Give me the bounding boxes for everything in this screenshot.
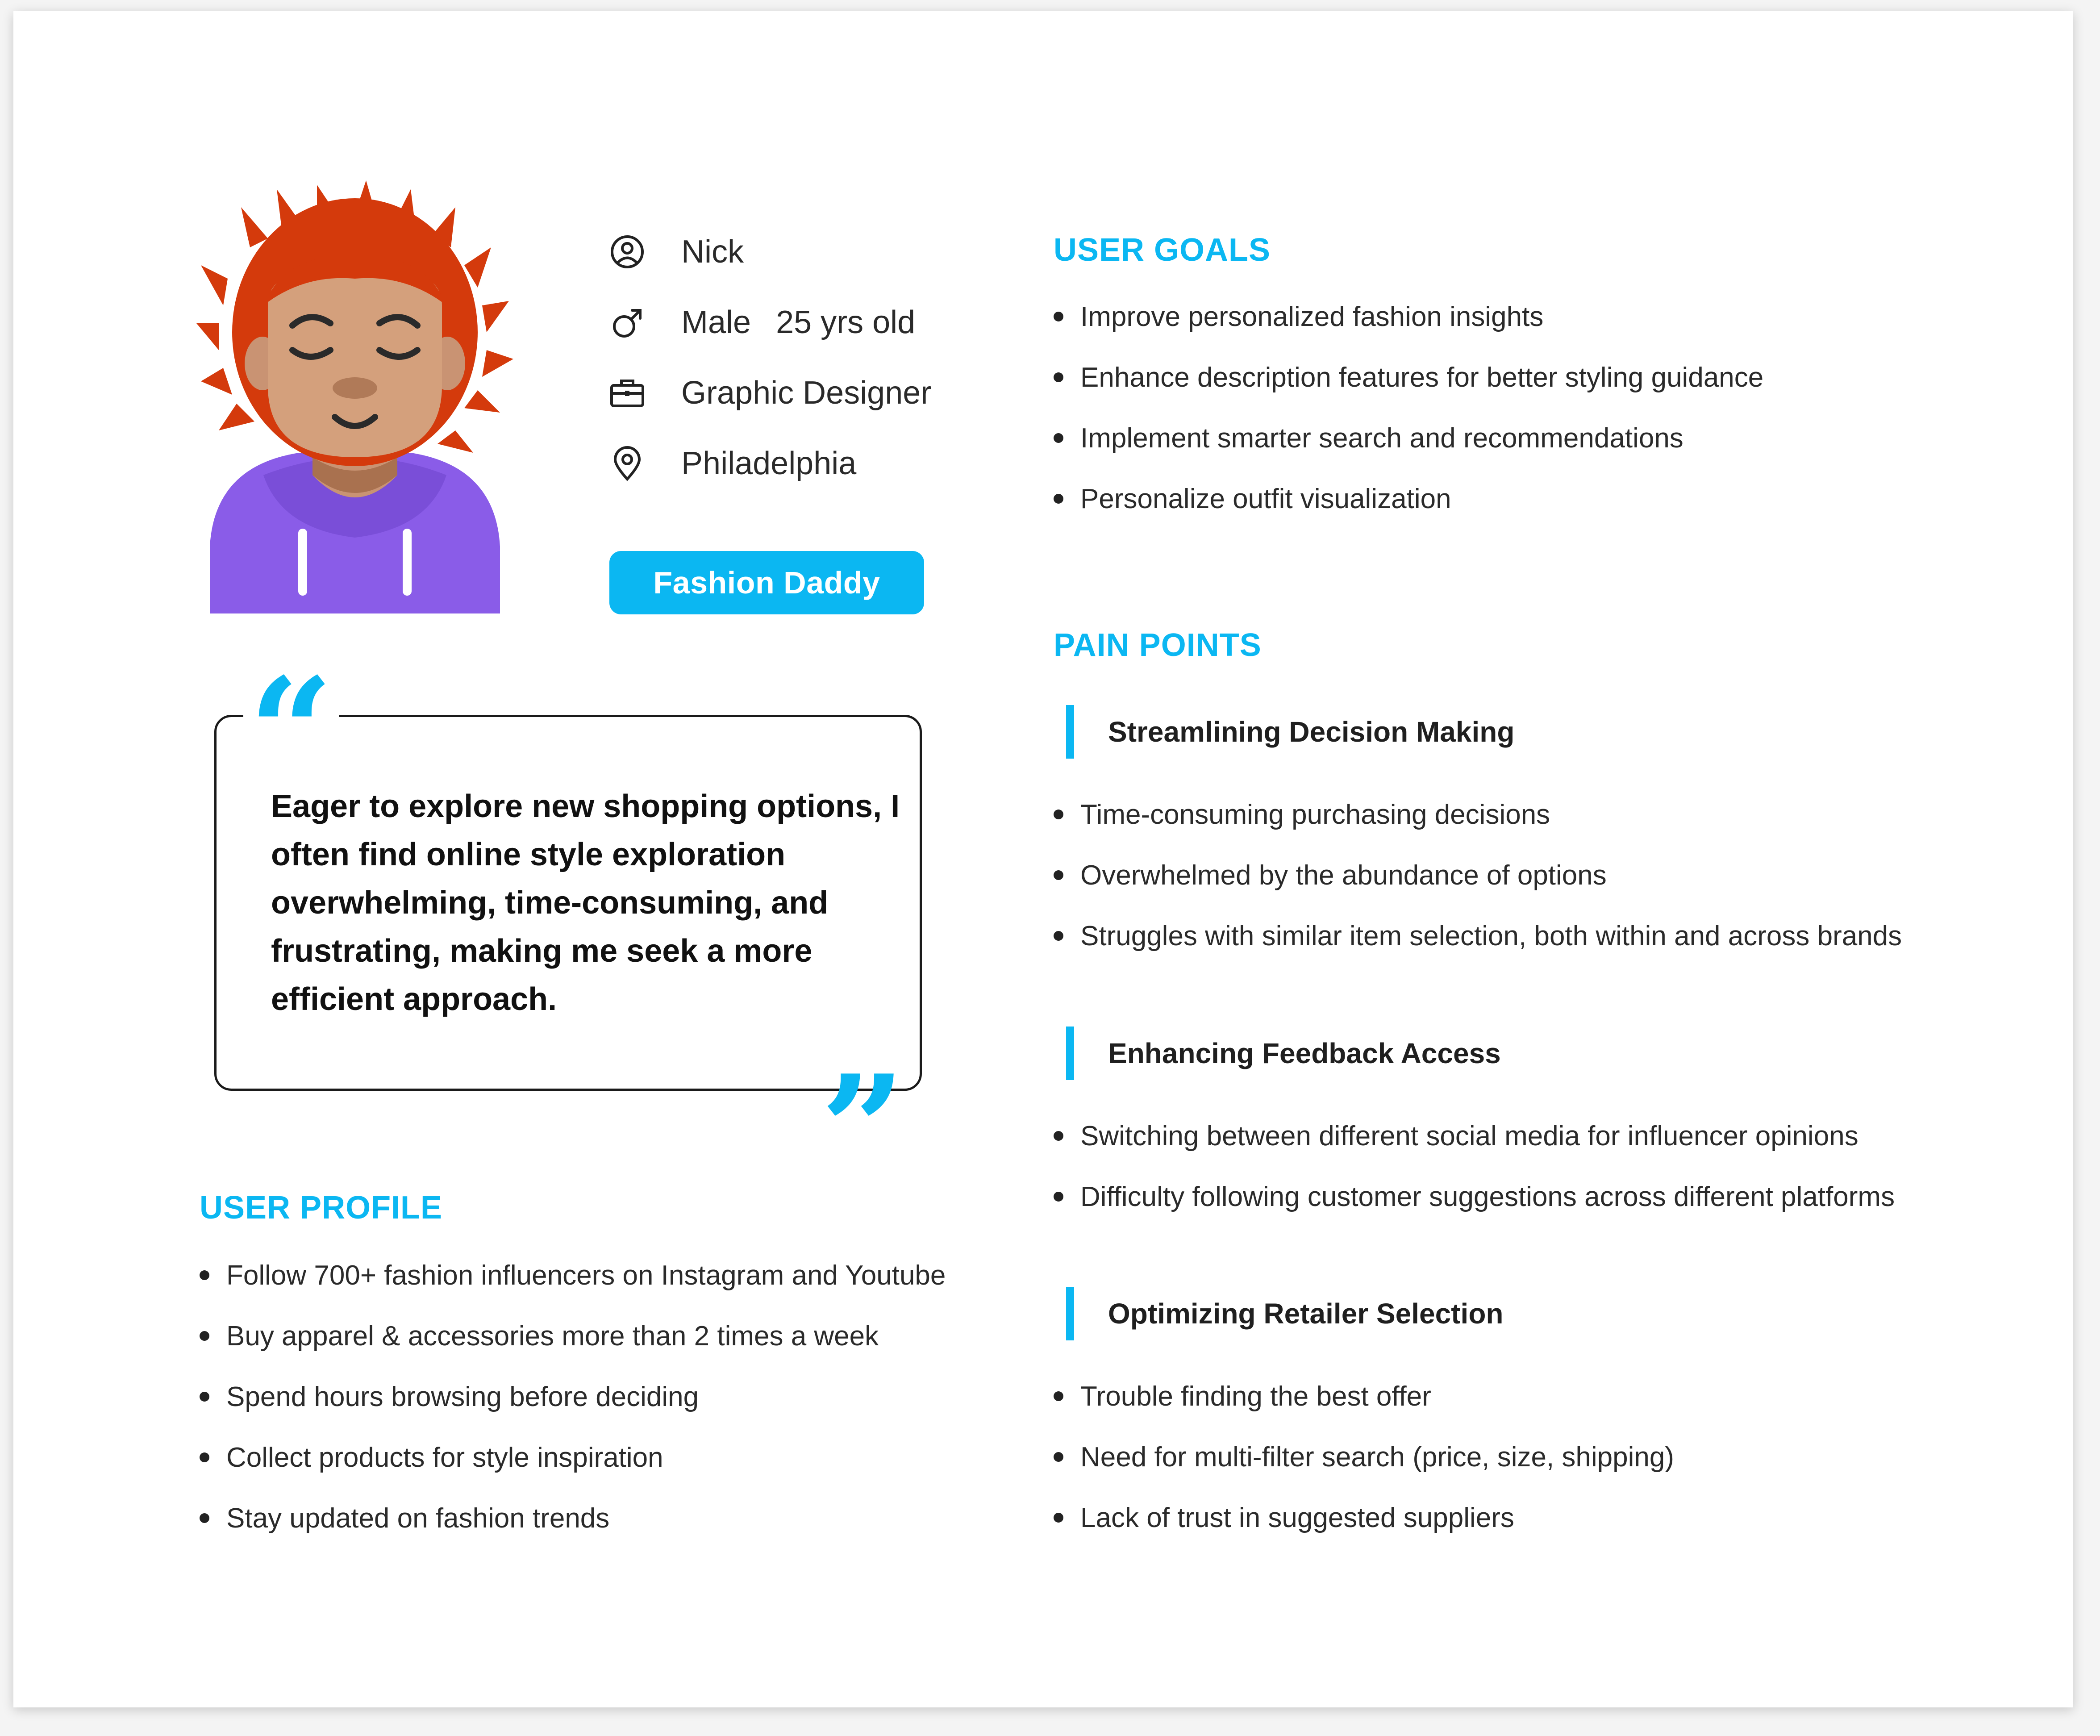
- pain-point-list: [1054, 1106, 1895, 1227]
- persona-age: 25 yrs old: [776, 305, 916, 340]
- list-item: Implement smarter search and recommendations: [1054, 408, 1763, 469]
- accent-bar: [1066, 1287, 1074, 1340]
- persona-location-row: [607, 439, 856, 488]
- pain-point-heading-text: Enhancing Feedback Access: [1108, 1037, 1501, 1069]
- user-goals-title: USER GOALS: [1054, 232, 1271, 268]
- pain-points-title: PAIN POINTS: [1054, 627, 1262, 663]
- location-pin-icon: [607, 443, 647, 484]
- pain-point-group-heading: [1066, 1027, 1501, 1080]
- persona-tag-badge: Fashion Daddy: [609, 551, 924, 614]
- list-item: Stay updated on fashion trends: [200, 1488, 946, 1549]
- accent-bar: [1066, 705, 1074, 759]
- user-profile-list: [200, 1245, 946, 1549]
- list-item: Follow 700+ fashion influencers on Instagram and Youtube: [200, 1245, 946, 1306]
- list-item: Trouble finding the best offer: [1054, 1366, 1674, 1427]
- pain-point-group-heading: [1066, 1287, 1504, 1340]
- list-item: Spend hours browsing before deciding: [200, 1367, 946, 1427]
- list-item: Collect products for style inspiration: [200, 1427, 946, 1488]
- list-item: Personalize outfit visualization: [1054, 469, 1763, 530]
- list-item: Enhance description features for better styling guidance: [1054, 347, 1763, 408]
- persona-name: Nick: [681, 234, 744, 270]
- user-circle-icon: [607, 232, 647, 272]
- persona-avatar: [196, 189, 513, 613]
- list-item: Buy apparel & accessories more than 2 times a week: [200, 1306, 946, 1367]
- list-item: Switching between different social media for influencer opinions: [1054, 1106, 1895, 1167]
- briefcase-icon: [607, 373, 647, 413]
- list-item: Lack of trust in suggested suppliers: [1054, 1488, 1674, 1548]
- accent-bar: [1066, 1027, 1074, 1080]
- user-profile-title: USER PROFILE: [200, 1190, 443, 1226]
- pain-point-list: [1054, 1366, 1674, 1548]
- list-item: Improve personalized fashion insights: [1054, 287, 1763, 347]
- persona-name-row: [607, 227, 744, 276]
- list-item: Struggles with similar item selection, both within and across brands: [1054, 906, 1902, 967]
- persona-card: [13, 11, 2073, 1707]
- persona-location: Philadelphia: [681, 446, 857, 481]
- list-item: Difficulty following customer suggestions across different platforms: [1054, 1167, 1895, 1227]
- pain-point-list: [1054, 785, 1902, 967]
- persona-gender: Male: [681, 305, 751, 340]
- list-item: Need for multi-filter search (price, size, shipping): [1054, 1427, 1674, 1488]
- pain-point-heading-text: Streamlining Decision Making: [1108, 716, 1515, 748]
- close-quote-icon: ”: [821, 1043, 905, 1216]
- persona-quote: Eager to explore new shopping options, I often find online style exploration overwhelming, time-consuming, and frustrating, making me seek a more efficient approach.: [271, 789, 900, 1017]
- open-quote-icon: “: [243, 658, 339, 734]
- persona-occupation: Graphic Designer: [681, 375, 932, 411]
- pain-point-heading-text: Optimizing Retailer Selection: [1108, 1298, 1504, 1330]
- user-goals-list: [1054, 287, 1763, 530]
- list-item: Overwhelmed by the abundance of options: [1054, 845, 1902, 906]
- persona-occupation-row: [607, 368, 931, 417]
- persona-gender-age-row: [607, 298, 915, 347]
- pain-point-group-heading: [1066, 705, 1514, 759]
- list-item: Time-consuming purchasing decisions: [1054, 785, 1902, 845]
- male-icon: [607, 302, 647, 342]
